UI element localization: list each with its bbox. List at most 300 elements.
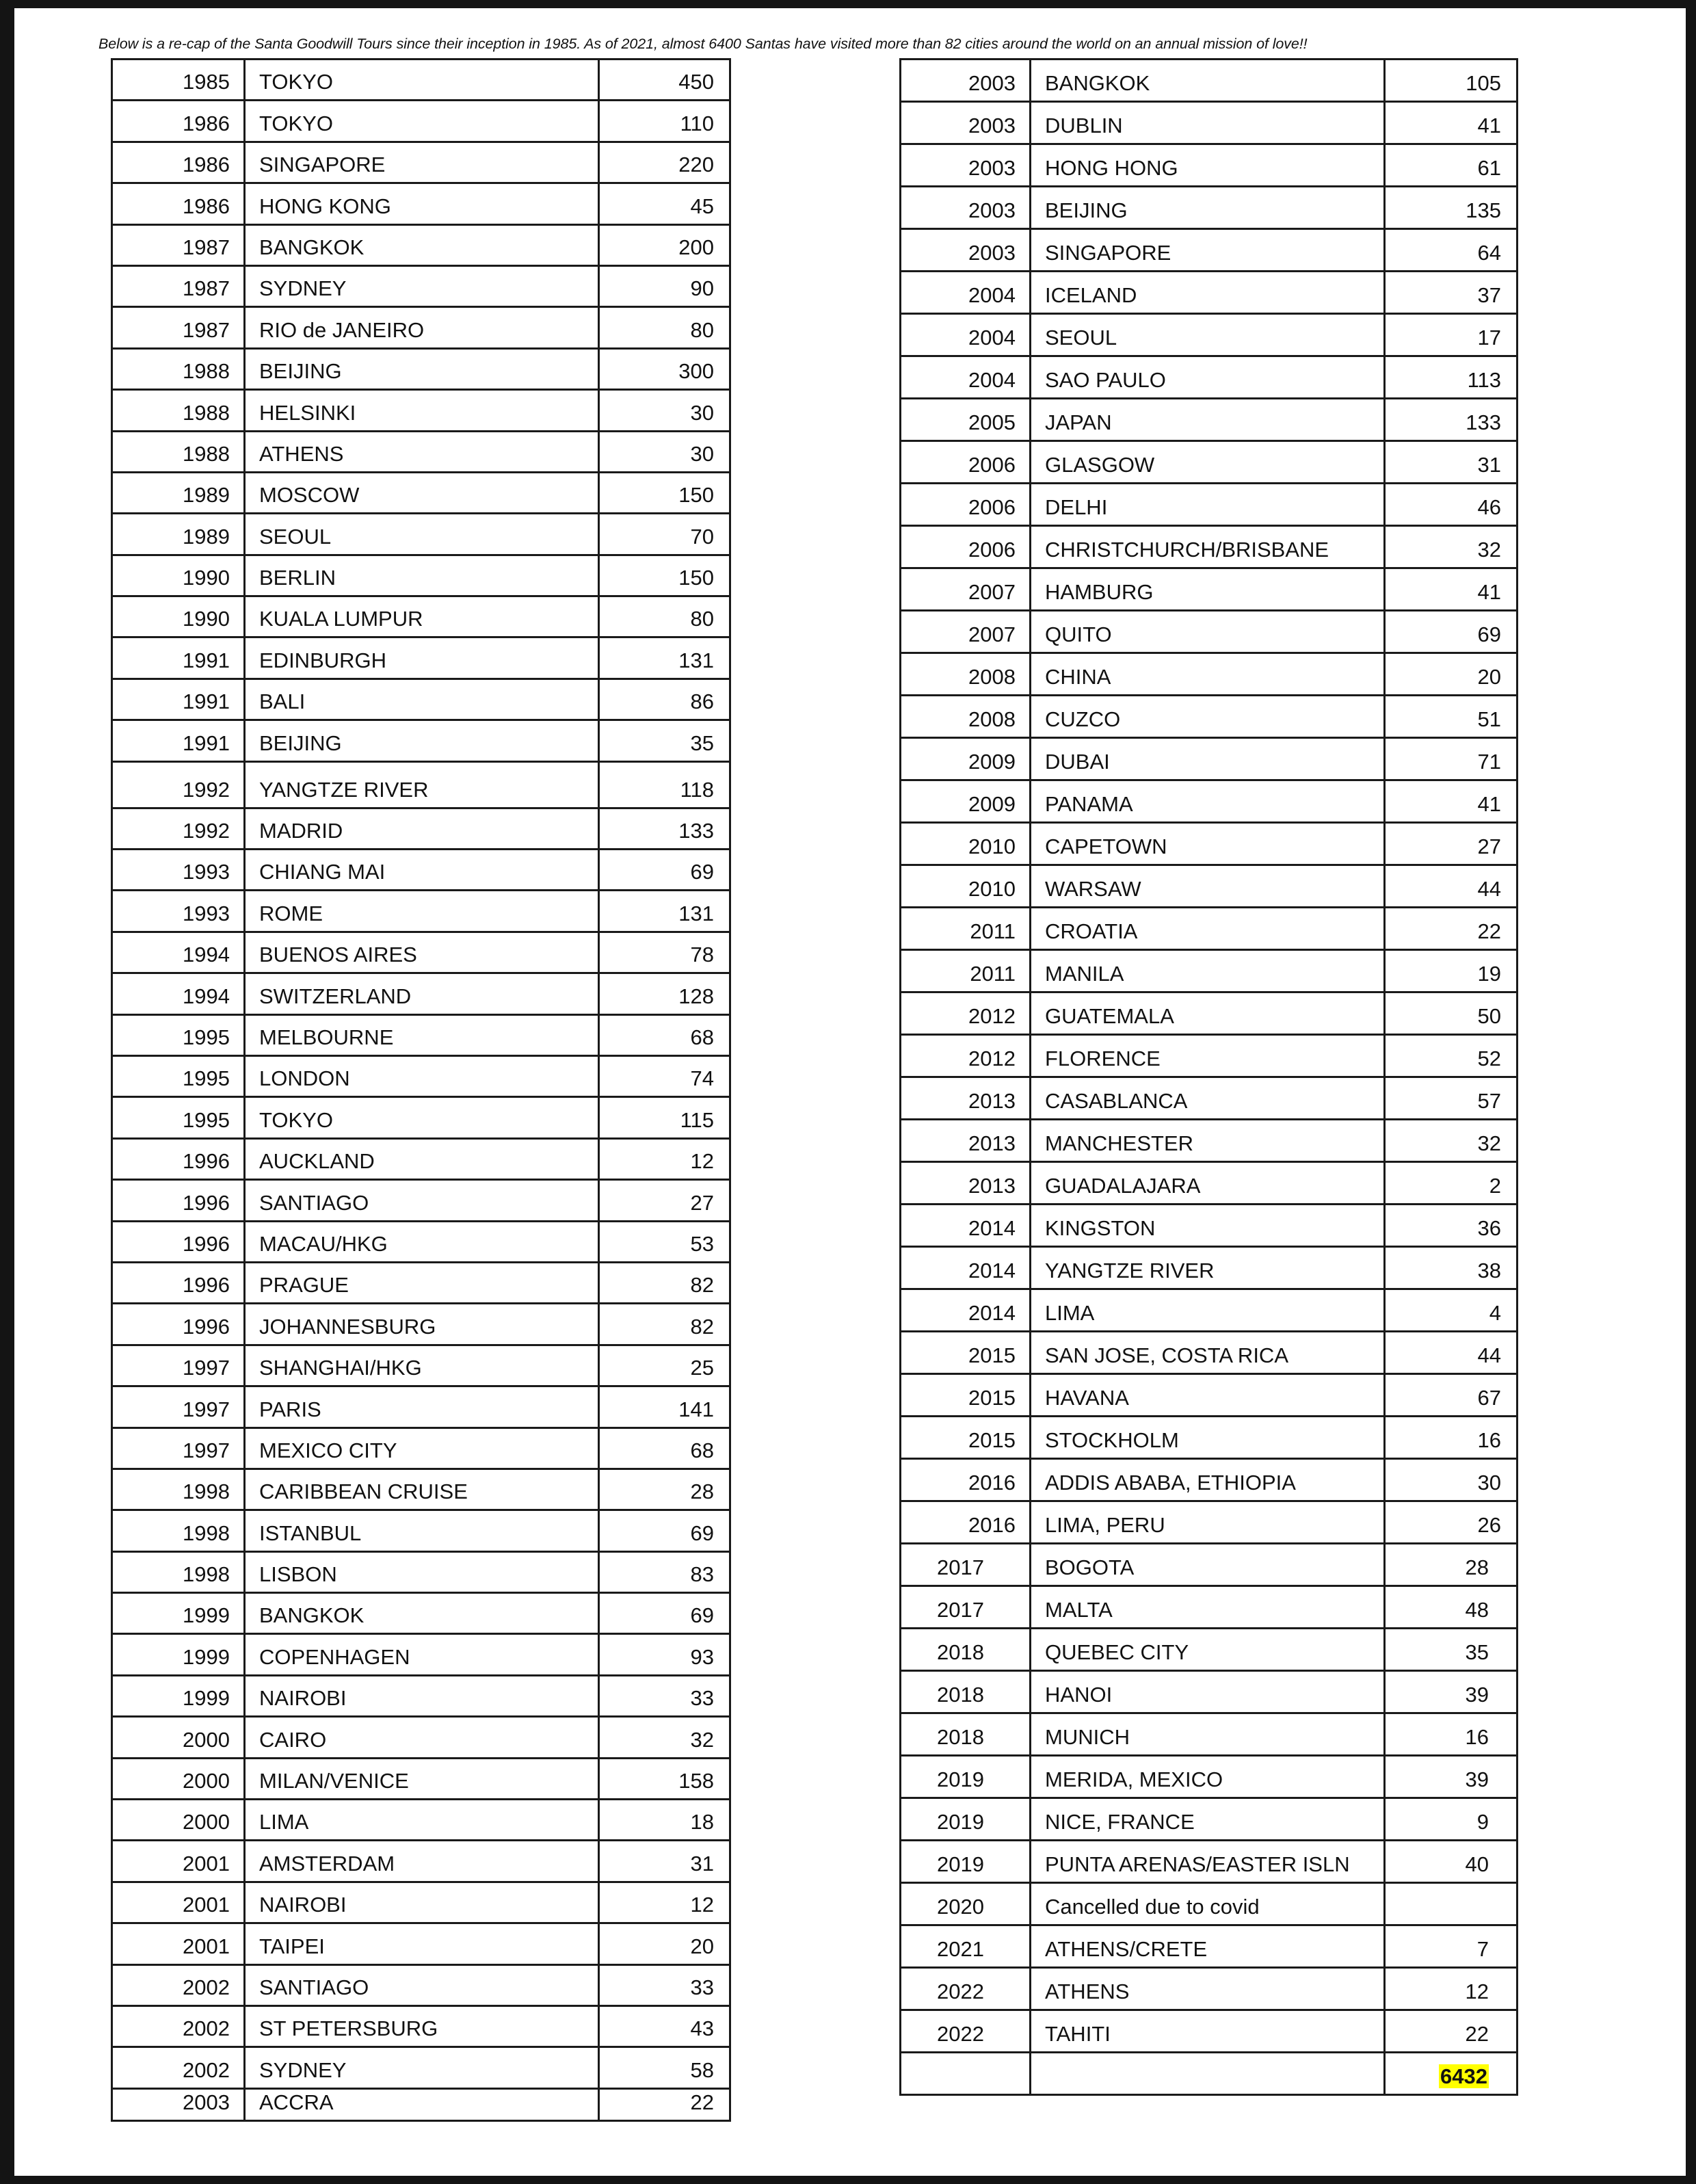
year-cell: 2007 — [901, 568, 1031, 611]
santas-count-cell: 82 — [599, 1304, 730, 1345]
city-cell: CARIBBEAN CRUISE — [245, 1469, 599, 1510]
year-cell: 1986 — [112, 142, 245, 183]
table-row — [112, 514, 730, 555]
year-cell: 2006 — [901, 484, 1031, 526]
year-cell: 2012 — [901, 992, 1031, 1035]
city-cell: DELHI — [1031, 484, 1385, 526]
santas-count-cell: 52 — [1385, 1035, 1518, 1077]
santas-count-cell: 33 — [599, 1964, 730, 2005]
year-cell: 2012 — [901, 1035, 1031, 1077]
santas-count-cell: 35 — [1385, 1629, 1518, 1671]
santas-count-cell: 40 — [1385, 1841, 1518, 1883]
city-cell: SANTIAGO — [245, 1964, 599, 2005]
santas-count-cell: 36 — [1385, 1205, 1518, 1247]
year-cell: 2009 — [901, 738, 1031, 780]
city-cell: LIMA — [245, 1800, 599, 1841]
year-cell: 2019 — [901, 1798, 1031, 1841]
santas-count-cell: 39 — [1385, 1756, 1518, 1798]
year-cell: 2008 — [901, 653, 1031, 696]
city-cell: HAVANA — [1031, 1374, 1385, 1417]
year-cell: 1988 — [112, 348, 245, 389]
city-cell: ISTANBUL — [245, 1510, 599, 1551]
santas-count-cell: 74 — [599, 1055, 730, 1096]
city-cell: LONDON — [245, 1055, 599, 1096]
santas-count-cell: 30 — [599, 431, 730, 472]
table-row — [112, 1551, 730, 1592]
santas-count-cell: 27 — [599, 1180, 730, 1221]
santas-count-cell: 133 — [599, 808, 730, 849]
year-cell: 2013 — [901, 1162, 1031, 1205]
city-cell: BOGOTA — [1031, 1544, 1385, 1586]
santas-count-cell: 9 — [1385, 1798, 1518, 1841]
santas-count-cell: 44 — [1385, 1332, 1518, 1374]
year-cell: 2010 — [901, 823, 1031, 865]
table-row — [901, 1501, 1518, 1544]
santas-count-cell: 30 — [1385, 1459, 1518, 1501]
city-cell: MANCHESTER — [1031, 1120, 1385, 1162]
city-cell: BANGKOK — [245, 224, 599, 265]
year-cell: 2002 — [112, 1964, 245, 2005]
year-cell: 2016 — [901, 1501, 1031, 1544]
santas-count-cell: 83 — [599, 1551, 730, 1592]
year-cell: 2001 — [112, 1882, 245, 1923]
year-cell: 2009 — [901, 780, 1031, 823]
year-cell: 1998 — [112, 1551, 245, 1592]
table-row — [901, 992, 1518, 1035]
table-row — [901, 1968, 1518, 2010]
year-cell: 2003 — [901, 144, 1031, 187]
city-cell: SYDNEY — [245, 265, 599, 306]
year-cell: 2014 — [901, 1205, 1031, 1247]
table-row — [901, 950, 1518, 992]
city-cell: LISBON — [245, 1551, 599, 1592]
city-cell: CHINA — [1031, 653, 1385, 696]
city-cell: BEIJING — [245, 720, 599, 761]
table-row — [112, 183, 730, 224]
city-cell: TOKYO — [245, 101, 599, 142]
santas-count-cell: 80 — [599, 307, 730, 348]
santas-count-cell: 43 — [599, 2005, 730, 2047]
table-row — [901, 865, 1518, 908]
year-cell: 1987 — [112, 307, 245, 348]
tours-table-left — [111, 58, 731, 2122]
city-cell: CROATIA — [1031, 908, 1385, 950]
year-cell: 1992 — [112, 761, 245, 808]
city-cell: ROME — [245, 891, 599, 932]
santas-count-cell: 12 — [599, 1882, 730, 1923]
santas-count-cell: 41 — [1385, 102, 1518, 144]
table-row — [112, 1386, 730, 1428]
santas-count-cell: 48 — [1385, 1586, 1518, 1629]
year-cell: 1997 — [112, 1345, 245, 1386]
table-row — [901, 314, 1518, 356]
table-row — [901, 2010, 1518, 2053]
table-row — [901, 272, 1518, 314]
city-cell: HAMBURG — [1031, 568, 1385, 611]
year-cell: 2022 — [901, 2010, 1031, 2053]
table-row — [112, 850, 730, 891]
year-cell: 1997 — [112, 1428, 245, 1469]
city-cell: SHANGHAI/HKG — [245, 1345, 599, 1386]
table-row — [112, 1882, 730, 1923]
santas-count-cell: 4 — [1385, 1289, 1518, 1332]
table-row — [112, 1097, 730, 1138]
table-row — [112, 808, 730, 849]
table-row — [901, 1629, 1518, 1671]
city-cell: MOSCOW — [245, 472, 599, 513]
santas-count-cell: 69 — [599, 1510, 730, 1551]
santas-count-cell: 58 — [599, 2047, 730, 2088]
santas-count-cell: 17 — [1385, 314, 1518, 356]
city-cell: YANGTZE RIVER — [1031, 1247, 1385, 1289]
city-cell: TOKYO — [245, 1097, 599, 1138]
city-cell: PANAMA — [1031, 780, 1385, 823]
city-cell: YANGTZE RIVER — [245, 761, 599, 808]
santas-count-cell: 35 — [599, 720, 730, 761]
tours-table-right — [899, 58, 1518, 2096]
table-row — [112, 637, 730, 679]
year-cell: 1995 — [112, 1014, 245, 1055]
table-row — [112, 2047, 730, 2088]
year-cell: 2018 — [901, 1671, 1031, 1713]
total-year-cell — [901, 2053, 1031, 2095]
city-cell: DUBAI — [1031, 738, 1385, 780]
year-cell: 2003 — [901, 229, 1031, 272]
year-cell: 1998 — [112, 1510, 245, 1551]
city-cell: MALTA — [1031, 1586, 1385, 1629]
year-cell: 1990 — [112, 555, 245, 596]
santas-count-cell: 26 — [1385, 1501, 1518, 1544]
city-cell: HONG KONG — [245, 183, 599, 224]
santas-count-cell: 131 — [599, 891, 730, 932]
table-row — [901, 229, 1518, 272]
year-cell: 2015 — [901, 1417, 1031, 1459]
year-cell: 1999 — [112, 1675, 245, 1716]
city-cell: BERLIN — [245, 555, 599, 596]
year-cell: 1993 — [112, 891, 245, 932]
year-cell: 2019 — [901, 1756, 1031, 1798]
year-cell: 2000 — [112, 1800, 245, 1841]
table-row — [112, 101, 730, 142]
table-row — [112, 142, 730, 183]
year-cell: 2014 — [901, 1289, 1031, 1332]
year-cell: 1995 — [112, 1097, 245, 1138]
table-row — [112, 596, 730, 637]
santas-count-cell: 51 — [1385, 696, 1518, 738]
table-row — [901, 1077, 1518, 1120]
santas-count-cell: 41 — [1385, 780, 1518, 823]
table-row — [901, 1289, 1518, 1332]
santas-count-cell: 82 — [599, 1262, 730, 1303]
table-row — [112, 431, 730, 472]
table-row — [112, 555, 730, 596]
santas-count-cell: 57 — [1385, 1077, 1518, 1120]
santas-count-cell: 19 — [1385, 950, 1518, 992]
year-cell: 1994 — [112, 932, 245, 973]
table-row — [901, 356, 1518, 399]
table-row — [901, 696, 1518, 738]
city-cell: DUBLIN — [1031, 102, 1385, 144]
santas-count-cell: 93 — [599, 1634, 730, 1675]
year-cell: 1998 — [112, 1469, 245, 1510]
year-cell: 2003 — [901, 102, 1031, 144]
table-row — [901, 1841, 1518, 1883]
city-cell: NICE, FRANCE — [1031, 1798, 1385, 1841]
year-cell: 1991 — [112, 637, 245, 679]
santas-count-cell: 16 — [1385, 1713, 1518, 1756]
santas-count-cell: 16 — [1385, 1417, 1518, 1459]
city-cell: BANGKOK — [1031, 60, 1385, 102]
table-row — [901, 484, 1518, 526]
table-row — [901, 60, 1518, 102]
city-cell: MADRID — [245, 808, 599, 849]
year-cell: 1989 — [112, 514, 245, 555]
santas-count-cell: 12 — [1385, 1968, 1518, 2010]
santas-count-cell: 30 — [599, 390, 730, 431]
table-row — [112, 1055, 730, 1096]
document-heading: Below is a re-cap of the Santa Goodwill Tours since their inception in 1985. As of 2021, almost 6400 Santas have visited more than 82 cities around the world on an annual mission of love!! — [98, 36, 1308, 52]
table-row — [901, 1205, 1518, 1247]
city-cell: MUNICH — [1031, 1713, 1385, 1756]
table-row — [901, 102, 1518, 144]
total-row — [901, 2053, 1518, 2095]
table-row — [112, 973, 730, 1014]
year-cell: 2021 — [901, 1925, 1031, 1968]
santas-count-cell: 39 — [1385, 1671, 1518, 1713]
year-cell: 1999 — [112, 1634, 245, 1675]
year-cell: 2018 — [901, 1629, 1031, 1671]
city-cell: JAPAN — [1031, 399, 1385, 441]
year-cell: 1985 — [112, 60, 245, 101]
santas-count-cell: 46 — [1385, 484, 1518, 526]
year-cell: 2022 — [901, 1968, 1031, 2010]
santas-count-cell: 12 — [599, 1138, 730, 1179]
city-cell: BALI — [245, 679, 599, 720]
santas-count-cell: 158 — [599, 1758, 730, 1799]
santas-count-cell: 32 — [599, 1717, 730, 1758]
city-cell: BEIJING — [1031, 187, 1385, 229]
santas-count-cell: 32 — [1385, 526, 1518, 568]
table-row — [901, 1544, 1518, 1586]
city-cell: CHRISTCHURCH/BRISBANE — [1031, 526, 1385, 568]
table-row — [112, 720, 730, 761]
santas-count-cell: 105 — [1385, 60, 1518, 102]
santas-count-cell: 86 — [599, 679, 730, 720]
table-row — [901, 1417, 1518, 1459]
santas-count-cell: 22 — [1385, 908, 1518, 950]
santas-count-cell: 300 — [599, 348, 730, 389]
table-row — [901, 1713, 1518, 1756]
table-row — [901, 1247, 1518, 1289]
year-cell: 2004 — [901, 314, 1031, 356]
table-row — [112, 1180, 730, 1221]
city-cell: AUCKLAND — [245, 1138, 599, 1179]
year-cell: 2007 — [901, 611, 1031, 653]
santas-count-cell: 20 — [1385, 653, 1518, 696]
table-row — [901, 1883, 1518, 1925]
santas-count-cell: 64 — [1385, 229, 1518, 272]
table-row — [112, 1800, 730, 1841]
city-cell: KUALA LUMPUR — [245, 596, 599, 637]
year-cell: 1994 — [112, 973, 245, 1014]
santas-count-cell: 200 — [599, 224, 730, 265]
table-row — [112, 60, 730, 101]
table-row — [901, 1586, 1518, 1629]
santas-count-cell: 22 — [1385, 2010, 1518, 2053]
year-cell: 2004 — [901, 272, 1031, 314]
year-cell: 2017 — [901, 1544, 1031, 1586]
santas-count-cell: 69 — [599, 1593, 730, 1634]
santas-count-cell: 37 — [1385, 272, 1518, 314]
city-cell: ATHENS — [1031, 1968, 1385, 2010]
table-row — [901, 144, 1518, 187]
table-row — [901, 526, 1518, 568]
city-cell: ATHENS — [245, 431, 599, 472]
santas-count-cell: 25 — [599, 1345, 730, 1386]
santas-count-cell: 80 — [599, 596, 730, 637]
city-cell: MERIDA, MEXICO — [1031, 1756, 1385, 1798]
city-cell: QUEBEC CITY — [1031, 1629, 1385, 1671]
table-row — [112, 307, 730, 348]
table-row — [112, 2088, 730, 2120]
santas-count-cell: 28 — [599, 1469, 730, 1510]
city-cell: GLASGOW — [1031, 441, 1385, 484]
santas-count-cell: 31 — [599, 1841, 730, 1882]
city-cell: SAO PAULO — [1031, 356, 1385, 399]
city-cell: SEOUL — [1031, 314, 1385, 356]
year-cell: 2013 — [901, 1077, 1031, 1120]
city-cell: CHIANG MAI — [245, 850, 599, 891]
total-label-cell — [1031, 2053, 1385, 2095]
table-row — [112, 1469, 730, 1510]
santas-count-cell: 53 — [599, 1221, 730, 1262]
year-cell: 1993 — [112, 850, 245, 891]
table-row — [112, 891, 730, 932]
city-cell: SINGAPORE — [245, 142, 599, 183]
year-cell: 2000 — [112, 1758, 245, 1799]
year-cell: 1996 — [112, 1138, 245, 1179]
santas-count-cell: 128 — [599, 973, 730, 1014]
year-cell: 2000 — [112, 1717, 245, 1758]
santas-count-cell: 220 — [599, 142, 730, 183]
santas-count-cell: 41 — [1385, 568, 1518, 611]
year-cell: 2010 — [901, 865, 1031, 908]
santas-count-cell: 78 — [599, 932, 730, 973]
santas-count-cell: 33 — [599, 1675, 730, 1716]
santas-count-cell: 68 — [599, 1014, 730, 1055]
santas-count-cell: 133 — [1385, 399, 1518, 441]
city-cell: NAIROBI — [245, 1882, 599, 1923]
santas-count-cell: 115 — [599, 1097, 730, 1138]
santas-count-cell: 118 — [599, 761, 730, 808]
city-cell: BANGKOK — [245, 1593, 599, 1634]
city-cell: ADDIS ABABA, ETHIOPIA — [1031, 1459, 1385, 1501]
city-cell: KINGSTON — [1031, 1205, 1385, 1247]
table-row — [901, 1671, 1518, 1713]
city-cell: ACCRA — [245, 2088, 599, 2120]
santas-count-cell: 22 — [599, 2088, 730, 2120]
year-cell: 2003 — [901, 187, 1031, 229]
santas-count-cell: 150 — [599, 472, 730, 513]
table-row — [112, 472, 730, 513]
year-cell: 2011 — [901, 908, 1031, 950]
santas-count-cell: 18 — [599, 1800, 730, 1841]
city-cell: MELBOURNE — [245, 1014, 599, 1055]
santas-count-cell: 131 — [599, 637, 730, 679]
city-cell: CUZCO — [1031, 696, 1385, 738]
santas-count-cell: 450 — [599, 60, 730, 101]
year-cell: 2020 — [901, 1883, 1031, 1925]
year-cell: 2006 — [901, 441, 1031, 484]
table-row — [112, 1345, 730, 1386]
year-cell: 1991 — [112, 679, 245, 720]
year-cell: 2002 — [112, 2047, 245, 2088]
year-cell: 1986 — [112, 101, 245, 142]
santas-count-cell: 141 — [599, 1386, 730, 1428]
year-cell: 2017 — [901, 1586, 1031, 1629]
table-row — [112, 1841, 730, 1882]
year-cell: 2001 — [112, 1841, 245, 1882]
year-cell: 2002 — [112, 2005, 245, 2047]
santas-count-cell: 50 — [1385, 992, 1518, 1035]
year-cell: 2003 — [901, 60, 1031, 102]
santas-count-cell: 70 — [599, 514, 730, 555]
city-cell: ATHENS/CRETE — [1031, 1925, 1385, 1968]
city-cell: GUADALAJARA — [1031, 1162, 1385, 1205]
city-cell: QUITO — [1031, 611, 1385, 653]
santas-count-cell: 110 — [599, 101, 730, 142]
table-row — [112, 1138, 730, 1179]
city-cell: HANOI — [1031, 1671, 1385, 1713]
table-row — [901, 780, 1518, 823]
table-row — [112, 1634, 730, 1675]
table-row — [901, 1332, 1518, 1374]
santas-count-cell: 28 — [1385, 1544, 1518, 1586]
table-row — [112, 1304, 730, 1345]
city-cell: BEIJING — [245, 348, 599, 389]
santas-count-cell: 68 — [599, 1428, 730, 1469]
santas-count-cell: 31 — [1385, 441, 1518, 484]
table-row — [901, 399, 1518, 441]
year-cell: 1988 — [112, 390, 245, 431]
city-cell: SAN JOSE, COSTA RICA — [1031, 1332, 1385, 1374]
santas-count-cell: 150 — [599, 555, 730, 596]
year-cell: 2015 — [901, 1374, 1031, 1417]
table-row — [901, 1035, 1518, 1077]
table-row — [112, 390, 730, 431]
city-cell: BUENOS AIRES — [245, 932, 599, 973]
city-cell: AMSTERDAM — [245, 1841, 599, 1882]
year-cell: 1988 — [112, 431, 245, 472]
city-cell: SYDNEY — [245, 2047, 599, 2088]
year-cell: 2008 — [901, 696, 1031, 738]
city-cell: RIO de JANEIRO — [245, 307, 599, 348]
year-cell: 2013 — [901, 1120, 1031, 1162]
santas-count-cell: 7 — [1385, 1925, 1518, 1968]
santas-count-cell: 113 — [1385, 356, 1518, 399]
city-cell: PARIS — [245, 1386, 599, 1428]
year-cell: 1997 — [112, 1386, 245, 1428]
table-row — [112, 265, 730, 306]
table-row — [112, 1758, 730, 1799]
city-cell: HELSINKI — [245, 390, 599, 431]
year-cell: 2019 — [901, 1841, 1031, 1883]
table-row — [112, 932, 730, 973]
santas-count-cell: 2 — [1385, 1162, 1518, 1205]
table-row — [112, 679, 730, 720]
table-row — [901, 441, 1518, 484]
santas-count-cell: 67 — [1385, 1374, 1518, 1417]
